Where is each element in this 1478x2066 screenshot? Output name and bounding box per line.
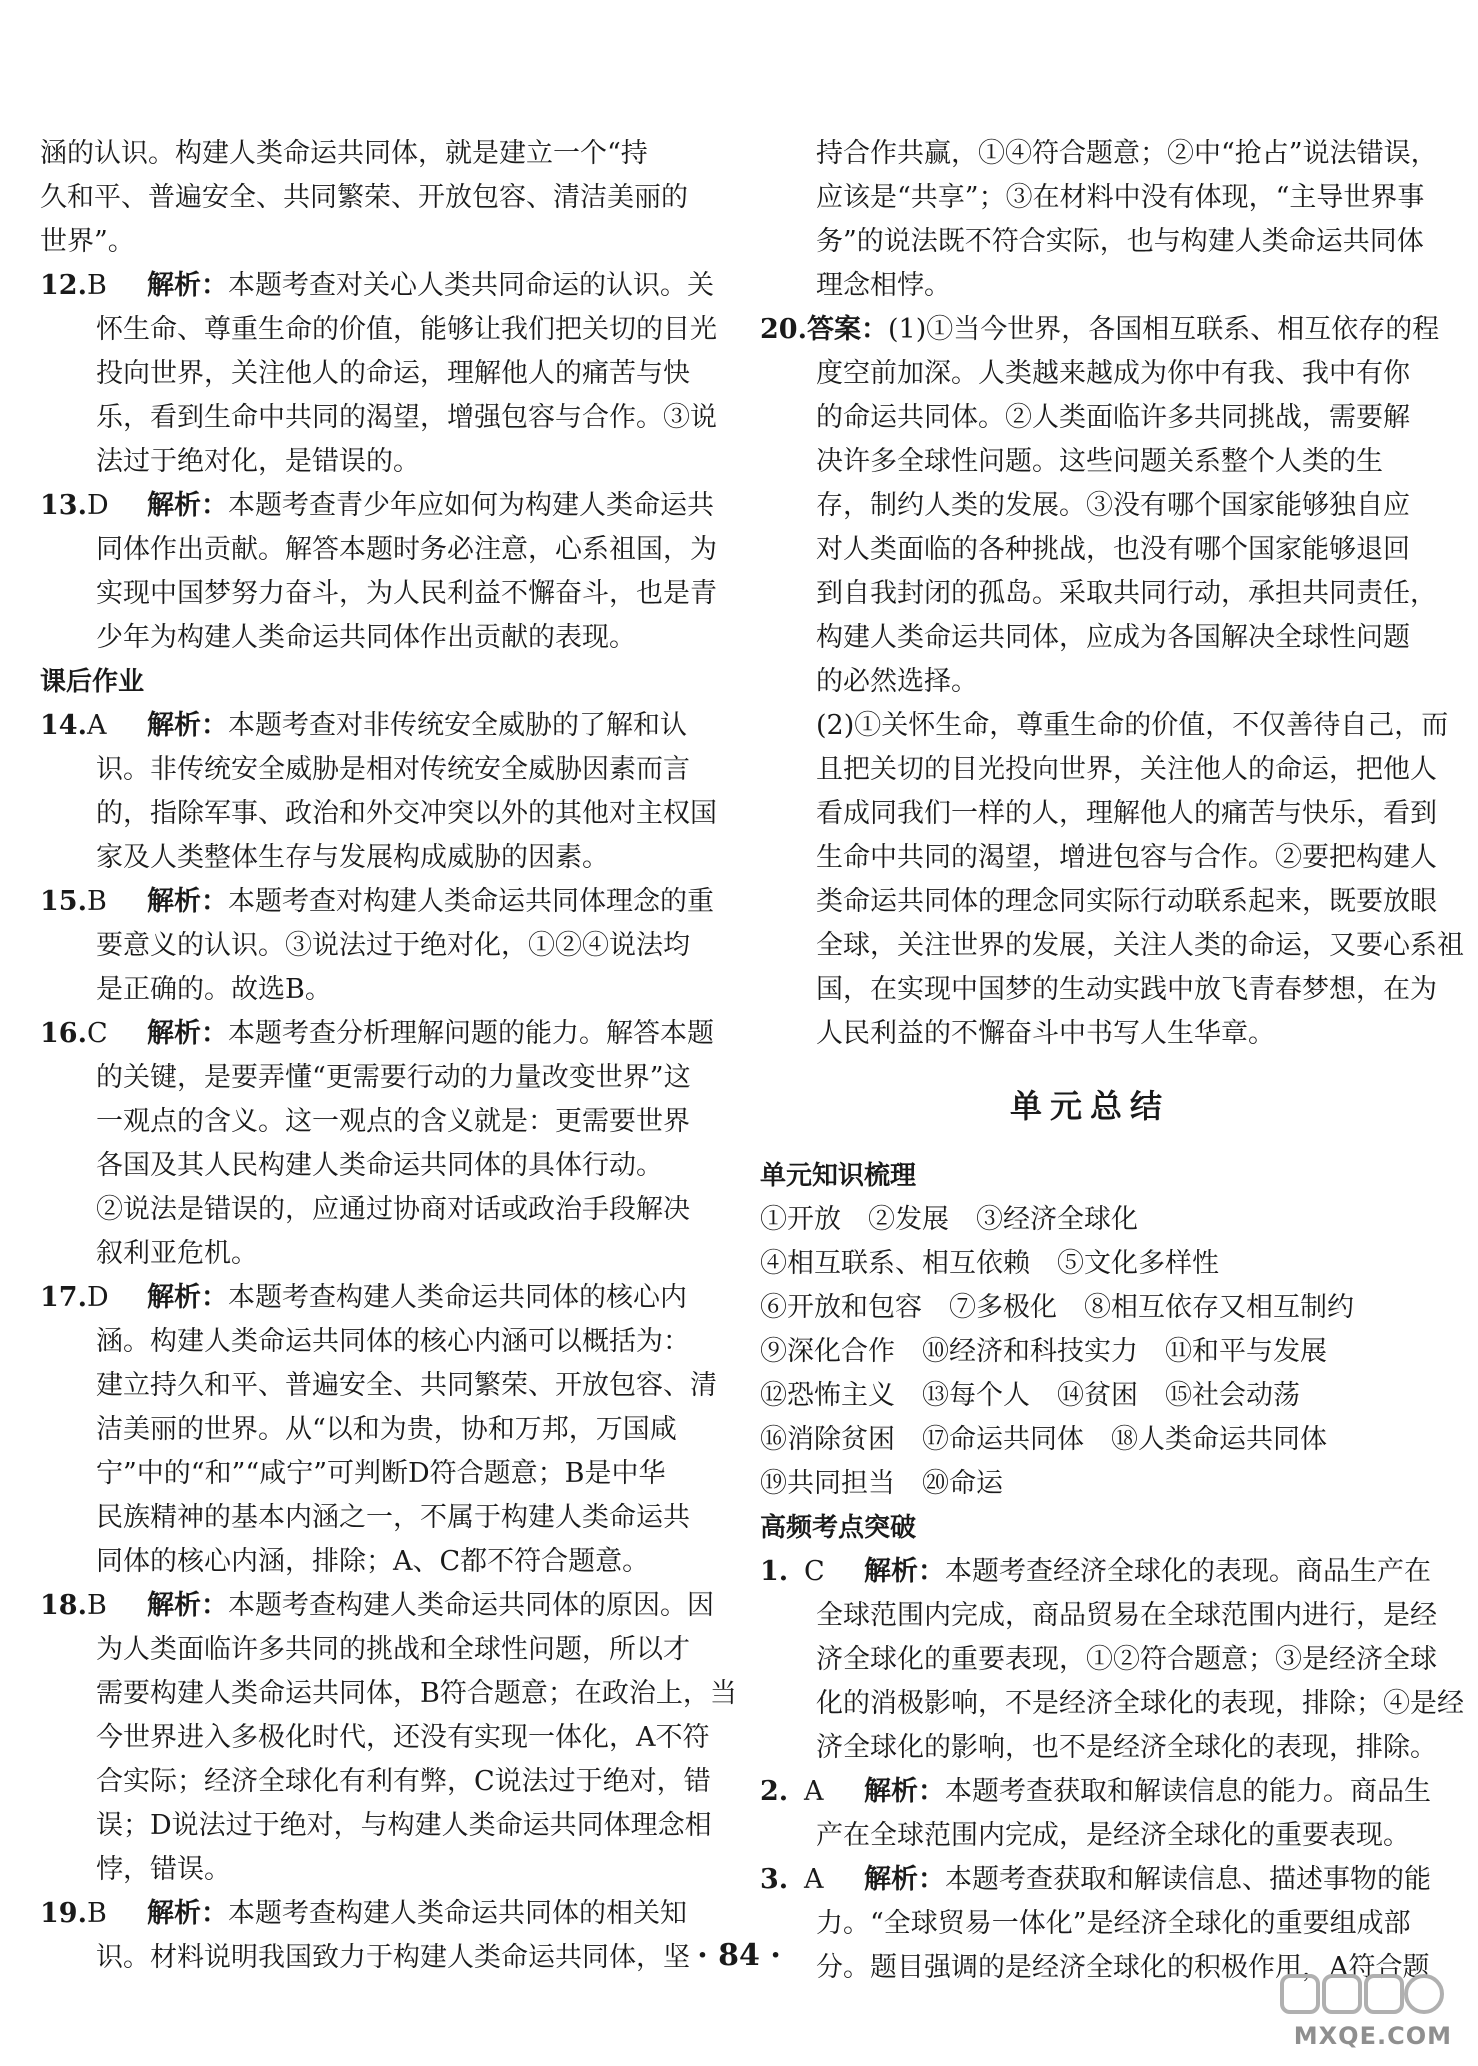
text-line: 本题考查青少年应如何为构建人类命运共 [227, 490, 714, 521]
list-item: ⑯消除贫困 ⑰命运共同体 ⑱人类命运共同体 [760, 1424, 1327, 1455]
answer-letter: D [86, 1282, 109, 1313]
text-line: 怀生命、尊重生命的价值，能够让我们把关切的目光 [96, 314, 717, 345]
text-line: 国，在实现中国梦的生动实践中放飞青春梦想，在为 [816, 974, 1437, 1005]
text-line: 济全球化的影响，也不是经济全球化的表现，排除。 [816, 1732, 1437, 1763]
analysis-label: 解析： [864, 1556, 945, 1587]
text-line: 世界”。 [40, 226, 135, 257]
answer-letter: C [804, 1556, 825, 1587]
text-line: 全球，关注世界的发展，关注人类的命运，又要心系祖 [816, 930, 1464, 961]
left-column [40, 132, 737, 1980]
analysis-label: 解析： [146, 490, 228, 521]
answer-letter: D [86, 490, 109, 521]
text-line: 同体作出贡献。解答本题时务必注意，心系祖国，为 [96, 534, 717, 565]
text-line: 民族精神的基本内涵之一，不属于构建人类命运共 [96, 1502, 690, 1533]
question-number: 1. [760, 1556, 789, 1587]
question-17 [40, 1276, 730, 1584]
text-line: 看成同我们一样的人，理解他人的痛苦与快乐，看到 [816, 798, 1437, 829]
text-line: 悖，错误。 [96, 1854, 231, 1885]
page-number: · 84 · [697, 1938, 781, 1973]
text-line: 到自我封闭的孤岛。采取共同行动，承担共同责任， [816, 578, 1437, 609]
answer-letter: B [86, 1898, 107, 1929]
text-line: 法过于绝对化，是错误的。 [96, 446, 420, 477]
text-line: 识。材料说明我国致力于构建人类命运共同体，坚 [96, 1942, 690, 1973]
text-line: 是正确的。故选B。 [96, 974, 332, 1005]
text-line: 洁美丽的世界。从“以和为贵，协和万邦，万国咸 [96, 1414, 677, 1445]
text-line: 生命中共同的渴望，增进包容与合作。②要把构建人 [816, 842, 1437, 873]
answer-letter: B [86, 1590, 107, 1621]
answer-letter: A [86, 710, 107, 741]
list-item: ④相互联系、相互依赖 ⑤文化多样性 [760, 1248, 1219, 1279]
list-item: ⑲共同担当 ⑳命运 [760, 1468, 1003, 1499]
text-line: 久和平、普遍安全、共同繁荣、开放包容、清洁美丽的 [40, 182, 688, 213]
text-line: 务”的说法既不符合实际，也与构建人类命运共同体 [816, 226, 1424, 257]
text-line: 家及人类整体生存与发展构成威胁的因素。 [96, 842, 609, 873]
text-line: 乐，看到生命中共同的渴望，增强包容与合作。③说 [96, 402, 717, 433]
question-13 [40, 484, 730, 660]
text-line: 济全球化的重要表现，①②符合题意；③是经济全球 [816, 1644, 1437, 1675]
answer-letter: B [86, 886, 107, 917]
text-line: 合实际；经济全球化有利有弊，C说法过于绝对，错 [96, 1766, 711, 1797]
text-line: 本题考查获取和解读信息、描述事物的能 [945, 1864, 1431, 1895]
answer-label: 答案： [806, 314, 888, 345]
question-number: 17. [40, 1282, 87, 1313]
list-item: ①开放 ②发展 ③经济全球化 [760, 1204, 1138, 1235]
list-item: ⑫恐怖主义 ⑬每个人 ⑭贫困 ⑮社会动荡 [760, 1380, 1300, 1411]
text-line: 对人类面临的各种挑战，也没有哪个国家能够退回 [816, 534, 1410, 565]
intro-paragraph [40, 132, 730, 264]
list-item: ⑥开放和包容 ⑦多极化 ⑧相互依存又相互制约 [760, 1292, 1354, 1323]
text-line: 持合作共赢，①④符合题意；②中“抢占”说法错误， [816, 138, 1438, 169]
text-line: 且把关切的目光投向世界，关注他人的命运，把他人 [816, 754, 1437, 785]
text-line: 本题考查获取和解读信息的能力。商品生 [945, 1776, 1431, 1807]
text-line: 全球范围内完成，商品贸易在全球范围内进行，是经 [816, 1600, 1437, 1631]
text-line: 涵的认识。构建人类命运共同体，就是建立一个“持 [40, 138, 648, 169]
text-line: 涵。构建人类命运共同体的核心内涵可以概括为： [96, 1326, 690, 1357]
text-line: 的必然选择。 [816, 666, 978, 697]
text-line: 要意义的认识。③说法过于绝对化，①②④说法均 [96, 930, 690, 961]
text-line: 本题考查构建人类命运共同体的核心内 [227, 1282, 687, 1313]
text-line: 建立持久和平、普遍安全、共同繁荣、开放包容、清 [96, 1370, 717, 1401]
text-line: 的，指除军事、政治和外交冲突以外的其他对主权国 [96, 798, 717, 829]
watermark-logo-icon [1278, 1970, 1448, 2018]
text-line: 各国及其人民构建人类命运共同体的具体行动。 [96, 1150, 663, 1181]
text-line: 本题考查对关心人类共同命运的认识。关 [227, 270, 714, 301]
text-line: 应该是“共享”；③在材料中没有体现，“主导世界事 [816, 182, 1425, 213]
text-line: 力。“全球贸易一体化”是经济全球化的重要组成部 [816, 1908, 1411, 1939]
text-line: 本题考查对非传统安全威胁的了解和认 [227, 710, 687, 741]
text-line: ②说法是错误的，应通过协商对话或政治手段解决 [96, 1194, 690, 1225]
analysis-label: 解析： [146, 270, 228, 301]
text-line: 需要构建人类命运共同体，B符合题意；在政治上，当 [96, 1678, 737, 1709]
text-line: 识。非传统安全威胁是相对传统安全威胁因素而言 [96, 754, 690, 785]
text-line: 的关键，是要弄懂“更需要行动的力量改变世界”这 [96, 1062, 691, 1093]
text-line: 决许多全球性问题。这些问题关系整个人类的生 [816, 446, 1383, 477]
highfreq-question-1 [760, 1550, 1464, 1770]
question-number: 19. [40, 1898, 87, 1929]
question-15 [40, 880, 730, 1012]
text-line: 理念相悖。 [816, 270, 951, 301]
analysis-label: 解析： [146, 1282, 228, 1313]
text-line: 同体的核心内涵，排除；A、C都不符合题意。 [96, 1546, 650, 1577]
section-heading-homework: 课后作业 [40, 667, 145, 697]
question-number: 12. [40, 270, 87, 301]
text-line: 化的消极影响，不是经济全球化的表现，排除；④是经 [816, 1688, 1464, 1719]
watermark-text: MXQE.COM [1293, 2022, 1452, 2050]
right-column [760, 132, 1464, 1990]
text-line: 本题考查构建人类命运共同体的相关知 [227, 1898, 687, 1929]
question-number: 18. [40, 1590, 87, 1621]
analysis-label: 解析： [146, 1898, 228, 1929]
text-line: 本题考查分析理解问题的能力。解答本题 [227, 1018, 714, 1049]
question-12 [40, 264, 730, 484]
question-number: 16. [40, 1018, 87, 1049]
question-19-continued [760, 132, 1438, 308]
highfreq-question-2 [760, 1770, 1431, 1858]
text-line: 本题考查构建人类命运共同体的原因。因 [227, 1590, 714, 1621]
section-heading-highfreq: 高频考点突破 [760, 1513, 917, 1543]
text-line: 少年为构建人类命运共同体作出贡献的表现。 [96, 622, 636, 653]
question-16 [40, 1012, 730, 1276]
question-number: 2. [760, 1776, 789, 1807]
answer-letter: B [86, 270, 107, 301]
analysis-label: 解析： [146, 710, 228, 741]
question-number: 3. [760, 1864, 789, 1895]
list-item: ⑨深化合作 ⑩经济和科技实力 ⑪和平与发展 [760, 1336, 1327, 1367]
question-14 [40, 704, 730, 880]
text-line: 叙利亚危机。 [96, 1238, 258, 1269]
text-line: 类命运共同体的理念同实际行动联系起来，既要放眼 [816, 886, 1437, 917]
text-line: 今世界进入多极化时代，还没有实现一体化，A不符 [96, 1722, 710, 1753]
text-line: 人民利益的不懈奋斗中书写人生华章。 [816, 1018, 1275, 1049]
analysis-label: 解析： [146, 1590, 228, 1621]
text-line: 存，制约人类的发展。③没有哪个国家能够独自应 [816, 490, 1410, 521]
text-line: 误；D说法过于绝对，与构建人类命运共同体理念相 [96, 1810, 712, 1841]
text-line: 构建人类命运共同体，应成为各国解决全球性问题 [816, 622, 1410, 653]
text-line: 本题考查经济全球化的表现。商品生产在 [945, 1556, 1431, 1587]
section-heading-knowledge: 单元知识梳理 [760, 1161, 917, 1191]
question-number: 15. [40, 886, 87, 917]
answer-letter: C [86, 1018, 108, 1049]
text-line: 一观点的含义。这一观点的含义就是：更需要世界 [96, 1106, 690, 1137]
text-line: (2)①关怀生命，尊重生命的价值，不仅善待自己，而 [816, 710, 1449, 741]
answer-letter: A [804, 1776, 824, 1807]
analysis-label: 解析： [146, 1018, 228, 1049]
knowledge-list [760, 1198, 1420, 1506]
text-line: 投向世界，关注他人的命运，理解他人的痛苦与快 [96, 358, 690, 389]
text-line: 本题考查对构建人类命运共同体理念的重 [227, 886, 714, 917]
question-18 [40, 1584, 737, 1892]
answer-letter: A [804, 1864, 824, 1895]
analysis-label: 解析： [864, 1864, 945, 1895]
analysis-label: 解析： [864, 1776, 945, 1807]
text-line: 分。题目强调的是经济全球化的积极作用，A符合题 [816, 1952, 1430, 1983]
text-line: 为人类面临许多共同的挑战和全球性问题，所以才 [96, 1634, 690, 1665]
question-20 [760, 308, 1464, 1056]
text-line: 度空前加深。人类越来越成为你中有我、我中有你 [816, 358, 1410, 389]
question-number: 20. [760, 314, 807, 345]
text-line: 宁”中的“和”“咸宁”可判断D符合题意；B是中华 [96, 1458, 666, 1489]
watermark [1258, 1968, 1458, 2052]
question-number: 14. [40, 710, 87, 741]
text-line: 的命运共同体。②人类面临许多共同挑战，需要解 [816, 402, 1410, 433]
unit-summary-title: 单元总结 [1009, 1087, 1170, 1125]
text-line: (1)①当今世界，各国相互联系、相互依存的程 [887, 314, 1440, 345]
analysis-label: 解析： [146, 886, 228, 917]
text-line: 产在全球范围内完成，是经济全球化的重要表现。 [816, 1820, 1410, 1851]
question-number: 13. [40, 490, 87, 521]
text-line: 实现中国梦努力奋斗，为人民利益不懈奋斗，也是青 [96, 578, 717, 609]
